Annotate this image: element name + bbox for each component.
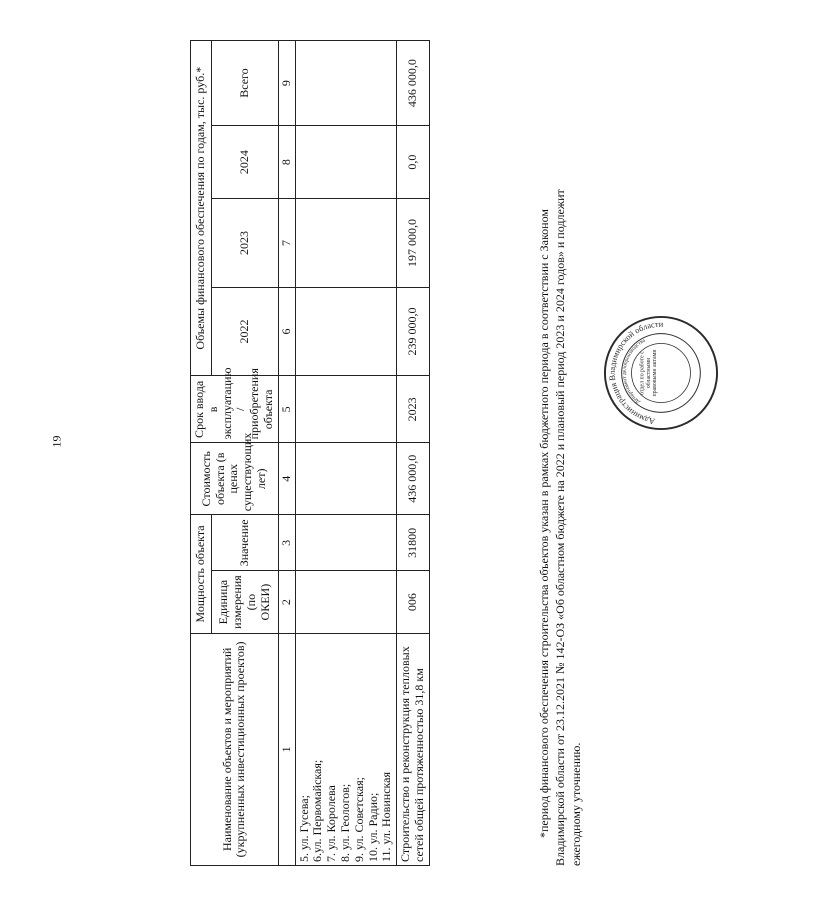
- column-number: 6: [278, 287, 295, 376]
- column-number: 7: [278, 199, 295, 288]
- header-name: Наименование объектов и мероприятий (укрупненных инвестиционных проектов): [191, 633, 279, 865]
- empty-cell: [295, 443, 397, 515]
- row-year-2023: 197 000,0: [397, 199, 430, 288]
- row-total: 436 000,0: [397, 41, 430, 126]
- street-item: 9. ул. Советская;: [351, 777, 366, 862]
- street-item: 10. ул. Радио;: [365, 792, 380, 862]
- header-total: Всего: [211, 41, 278, 126]
- column-number: 3: [278, 515, 295, 571]
- header-year-2023: 2023: [211, 199, 278, 288]
- empty-cell: [295, 199, 397, 288]
- empty-cell: [295, 41, 397, 126]
- empty-cell: [295, 287, 397, 376]
- empty-cell: [295, 376, 397, 443]
- street-item: 11. ул. Новинская: [379, 771, 394, 862]
- seal-outer-text: Администрация Владимирской области: [607, 319, 664, 426]
- column-number: 9: [278, 41, 295, 126]
- street-item: 5. ул. Гусева;: [296, 795, 311, 862]
- footnote-line: ежегодному уточнению.: [569, 742, 584, 866]
- row-commission: 2023: [397, 376, 430, 443]
- row-value: 31800: [397, 515, 430, 571]
- footnote-line: Владимирской области от 23.12.2021 № 142-ОЗ «Об областном бюджете на 2022 и плановый период 2023 и 2024 годов» и подлежит: [553, 189, 568, 866]
- header-unit: Единица измерения (по ОКЕИ): [211, 571, 278, 633]
- official-seal: [602, 314, 720, 432]
- column-number: 1: [278, 633, 295, 865]
- column-number: 8: [278, 126, 295, 199]
- financing-table: [190, 40, 430, 866]
- row-year-2022: 239 000,0: [397, 287, 430, 376]
- rotated-page-content: [190, 40, 830, 866]
- street-item: 7. ул. Королева: [324, 785, 339, 862]
- header-year-2022: 2022: [211, 287, 278, 376]
- street-item: 8. ул. Геологов;: [337, 783, 352, 862]
- header-financing: Объемы финансового обеспечения по годам, тыс. руб.*: [191, 41, 212, 376]
- seal-center-text: отдел по работе с областными правовыми актами: [639, 349, 659, 397]
- row-unit: 006: [397, 571, 430, 633]
- row-year-2024: 0,0: [397, 126, 430, 199]
- seal-inner-text: Департамент делопроизводства: [621, 337, 647, 405]
- row-name: Строительство и реконструкция тепловых сетей общей протяженностью 31,8 км: [397, 633, 430, 865]
- column-number-row: [278, 41, 295, 866]
- footnote: [536, 40, 585, 866]
- table-row-heat-networks: [397, 41, 430, 866]
- footnote-line: *период финансового обеспечения строительства объектов указан в рамках бюджетного периода в соответствии с Законом: [537, 209, 551, 838]
- header-value: Значение: [211, 515, 278, 571]
- empty-cell: [295, 515, 397, 571]
- header-capacity: Мощность объекта: [191, 515, 212, 634]
- empty-cell: [295, 571, 397, 633]
- seal-center: [639, 345, 684, 400]
- header-cost: Стоимость объекта (в ценах существующих лет): [191, 443, 279, 515]
- column-number: 2: [278, 571, 295, 633]
- page-number: 19: [49, 435, 64, 448]
- table-row-streets: [295, 41, 397, 866]
- header-commission: Срок ввода в эксплуатацию / приобретения объекта: [191, 376, 279, 443]
- empty-cell: [295, 126, 397, 199]
- street-item: 6.ул. Первомайская;: [310, 759, 325, 862]
- row-cost: 436 000,0: [397, 443, 430, 515]
- column-number: 5: [278, 376, 295, 443]
- header-year-2024: 2024: [211, 126, 278, 199]
- column-number: 4: [278, 443, 295, 515]
- street-list: [295, 633, 397, 865]
